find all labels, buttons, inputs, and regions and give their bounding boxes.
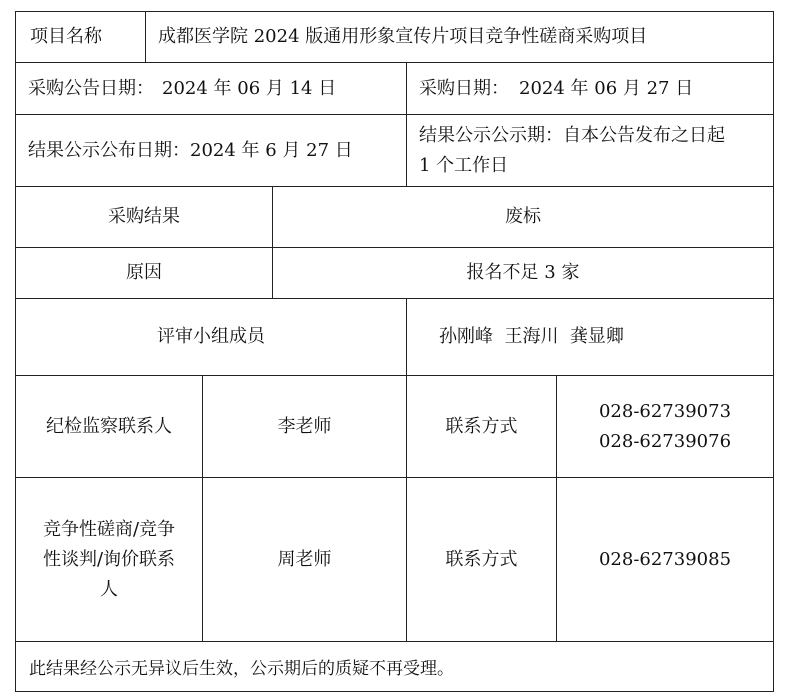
row-project-name [15,11,774,62]
result-publish-date-value: 2024 年 6 月 27 日 [190,139,353,161]
discipline-contact-phone-2: 028-62739076 [598,430,732,452]
procurement-result-table [15,11,774,691]
announce-date-label: 采购公告日期： [28,77,154,99]
row-result [15,186,774,247]
result-value: 废标 [272,186,774,247]
procurement-contact-method-label: 联系方式 [406,477,556,641]
discipline-contact-label: 纪检监察联系人 [15,375,202,477]
purchase-date-value: 2024 年 06 月 27 日 [519,77,694,99]
footer-note: 此结果经公示无异议后生效，公示期后的质疑不再受理。 [15,641,774,692]
row-result-dates [15,114,774,186]
result-publish-date-cell [15,114,406,186]
panel-members: 孙刚峰 王海川 龚显卿 [406,298,774,375]
reason-label: 原因 [15,247,272,298]
discipline-contact-phone-1: 028-62739073 [598,400,732,422]
procurement-contact-label [15,477,202,641]
announce-date-value: 2024 年 06 月 14 日 [162,77,337,99]
discipline-contact-method-label: 联系方式 [406,375,556,477]
project-name-value: 成都医学院 2024 版通用形象宣传片项目竞争性磋商采购项目 [145,11,774,62]
result-period-cell [406,114,774,186]
purchase-date-label: 采购日期： [419,77,509,99]
procurement-contact-phone: 028-62739085 [556,477,774,641]
row-dates [15,62,774,114]
result-label: 采购结果 [15,186,272,247]
row-procurement-contact [15,477,774,641]
result-period-line1: 结果公示公示期：自本公告发布之日起 [419,124,725,146]
row-panel [15,298,774,375]
purchase-date-cell [406,62,774,114]
reason-value: 报名不足 3 家 [272,247,774,298]
panel-label: 评审小组成员 [15,298,406,375]
discipline-contact-phones [556,375,774,477]
procurement-contact-label-line2: 性谈判/询价联系 [42,548,176,570]
row-discipline-contact [15,375,774,477]
row-reason [15,247,774,298]
result-publish-date-label: 结果公示公布日期： [28,139,190,161]
procurement-contact-name: 周老师 [202,477,406,641]
discipline-contact-name: 李老师 [202,375,406,477]
project-name-label: 项目名称 [15,11,145,62]
result-period-line2: 1 个工作日 [419,154,509,176]
procurement-contact-label-line1: 竞争性磋商/竞争 [42,518,176,540]
procurement-contact-label-line3: 人 [99,578,118,600]
announce-date-cell [15,62,406,114]
